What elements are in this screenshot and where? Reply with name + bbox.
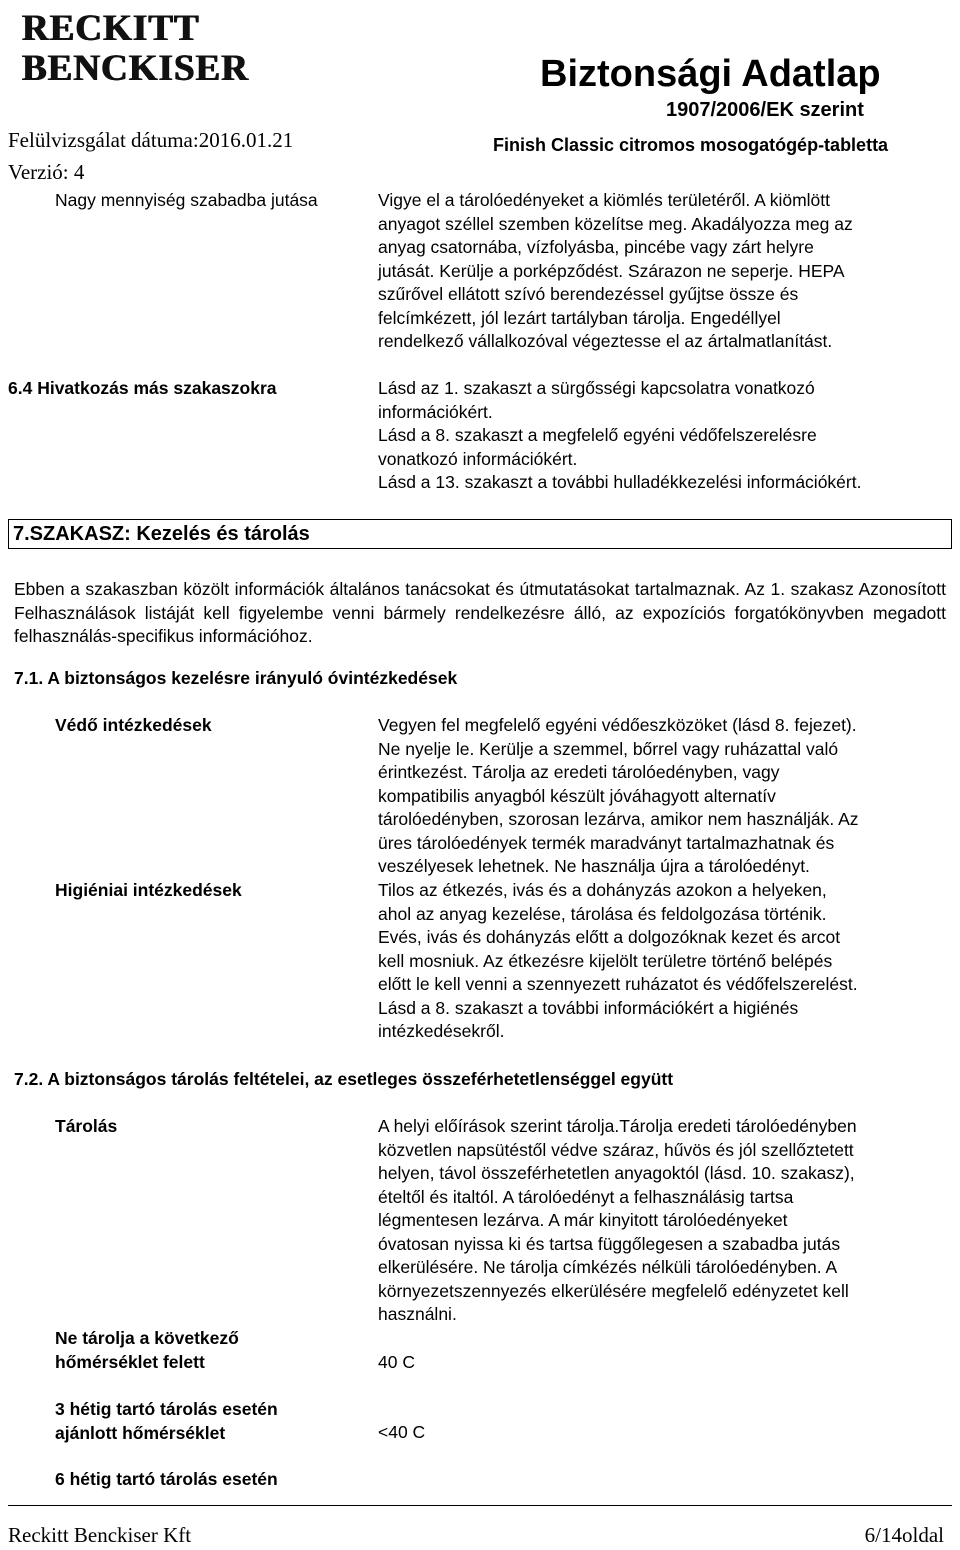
spill-line: rendelkező vállalkozóval végeztesse el az ártalmatlanítást. — [378, 331, 833, 351]
section-7-heading: 7.SZAKASZ: Kezelés és tárolás — [13, 523, 310, 545]
max-temperature-label-line: hőmérséklet felett — [55, 1351, 205, 1372]
protective-measures-label: Védő intézkedések — [55, 715, 212, 735]
hygiene-measures-label: Higiéniai intézkedések — [55, 880, 242, 900]
hygiene-line: előtt le kell venni a szennyezett ruházatot és védőfelszerelést. — [378, 974, 858, 994]
footer-company: Reckitt Benckiser Kft — [8, 1523, 192, 1547]
spill-line: Vigye el a tárolóedényeket a kiömlés területéről. A kiömlött — [378, 190, 831, 210]
reference-line: Lásd a 8. szakaszt a megfelelő egyéni védőfelszerelésre — [378, 425, 817, 445]
reference-line: Lásd az 1. szakaszt a sürgősségi kapcsolatra vonatkozó — [378, 378, 815, 398]
protective-line: Vegyen fel megfelelő egyéni védőeszközöket (lásd 8. fejezet). — [378, 715, 857, 735]
spill-line: anyag csatornába, vízfolyásba, pincébe vagy zárt helyre — [378, 237, 814, 257]
spill-line: szűrővel ellátott szívó berendezéssel gyűjtse össze és — [378, 284, 799, 304]
hygiene-line: Lásd a 8. szakaszt a további információkért a higiénés — [378, 997, 799, 1018]
protective-line: Ne nyelje le. Kerülje a szemmel, bőrrel vagy ruházattal való — [378, 738, 839, 759]
storage-line: légmentesen lezárva. A már kinyitott tárolóedényeket — [378, 1210, 788, 1230]
storage-line: használni. — [378, 1304, 457, 1324]
company-logo — [22, 6, 252, 89]
storage-line: A helyi előírások szerint tárolja.Tárolja eredeti tárolóedényben — [378, 1116, 857, 1136]
protective-line: kompatibilis anyagból készült jóváhagyott alternatív — [378, 785, 776, 806]
subsection-7-1-heading: 7.1. A biztonságos kezelésre irányuló óvintézkedések — [14, 668, 458, 688]
logo-line-2: BENCKISER — [22, 48, 249, 89]
spill-label: Nagy mennyiség szabadba jutása — [55, 190, 318, 210]
storage-6-weeks-label: 6 hétig tartó tárolás esetén — [55, 1469, 278, 1489]
regulation-reference: 1907/2006/EK szerint — [666, 99, 864, 121]
max-temperature-label — [55, 1327, 239, 1374]
reference-label: 6.4 Hivatkozás más szakaszokra — [8, 378, 277, 398]
storage-line: elkerülésére. Ne tárolja címkézés nélküli tárolóedényben. A — [378, 1257, 838, 1277]
hygiene-line: Evés, ivás és dohányzás előtt a dolgozóknak kezet és arcot — [378, 927, 841, 947]
page-number: 6/14oldal — [864, 1523, 944, 1547]
max-temperature-value: 40 C — [378, 1352, 415, 1372]
hygiene-line: ahol az anyag kezelése, tárolása és feldolgozása történik. — [378, 903, 827, 924]
reference-line: vonatkozó információkért. — [378, 448, 578, 469]
storage-line: ételtől és italtól. A tárolóedényt a felhasználásig tartsa — [378, 1186, 794, 1207]
subsection-7-2-heading: 7.2. A biztonságos tárolás feltételei, az esetleges összeférhetetlenséggel együtt — [14, 1069, 674, 1089]
reference-line: információkért. — [378, 401, 493, 422]
max-temperature-label-line: Ne tárolja a következő — [55, 1328, 239, 1348]
storage-3-weeks-label-line: 3 hétig tartó tárolás esetén — [55, 1399, 278, 1419]
storage-line: közvetlen napsütéstől védve száraz, hűvös és jól szellőztetett — [378, 1139, 854, 1160]
protective-measures-text — [378, 714, 859, 879]
document-title: Biztonsági Adatlap — [540, 53, 881, 95]
revision-date: Felülvizsgálat dátuma:2016.01.21 — [8, 128, 294, 152]
version-label: Verzió: 4 — [8, 160, 85, 184]
storage-3-weeks-value: <40 C — [378, 1422, 426, 1442]
section-7-intro: Ebben a szakaszban közölt információk általános tanácsokat és útmutatásokat tartalmaznak. Az 1. szakasz Azonosított Felhasználások listáját kell figyelembe venni bármely rendelkezésre álló, az expozíciós forgatókönyvben megadott felhasználás-specifikus információhoz. — [14, 579, 946, 646]
hygiene-line: kell mosniuk. Az étkezésre kijelölt területre történő belépés — [378, 950, 833, 971]
protective-line: üres tárolóedények termék maradványt tartalmazhatnak és — [378, 832, 835, 853]
storage-line: környezetszennyezés elkerülésére megfelelő edényzetet kell — [378, 1280, 849, 1301]
spill-text — [378, 189, 853, 354]
logo-line-1: RECKITT — [22, 8, 200, 49]
protective-line: tárolóedényben, szorosan lezárva, amikor nem használják. Az — [378, 809, 859, 829]
storage-text — [378, 1115, 857, 1327]
footer-divider — [8, 1505, 952, 1506]
protective-line: érintkezést. Tárolja az eredeti tárolóedényben, vagy — [378, 762, 780, 782]
hygiene-line: Tilos az étkezés, ivás és a dohányzás azokon a helyeken, — [378, 880, 827, 900]
hygiene-line: intézkedésekről. — [378, 1021, 505, 1041]
protective-line: veszélyesek lehetnek. Ne használja újra a tárolóedényt. — [378, 856, 810, 876]
reference-text — [378, 377, 861, 495]
storage-line: helyen, távol összeférhetetlen anyagoktól (lásd. 10. szakasz), — [378, 1163, 855, 1183]
reference-line: Lásd a 13. szakaszt a további hulladékkezelési információkért. — [378, 472, 862, 492]
storage-3-weeks-label-line: ajánlott hőmérséklet — [55, 1422, 226, 1443]
hygiene-measures-text — [378, 879, 858, 1044]
spill-line: felcímkézett, jól lezárt tartályban tárolja. Engedéllyel — [378, 307, 781, 328]
storage-line: óvatosan nyissa ki és tartsa függőlegesen a szabadba jutás — [378, 1233, 841, 1254]
section-7-heading-box — [8, 519, 952, 549]
spill-line: anyagot széllel szemben közelítse meg. Akadályozza meg az — [378, 213, 853, 234]
storage-label: Tárolás — [55, 1116, 118, 1136]
product-name: Finish Classic citromos mosogatógép-tabletta — [493, 135, 889, 155]
spill-line: jutását. Kerülje a porképződést. Szárazon ne seperje. HEPA — [378, 260, 845, 281]
storage-3-weeks-label — [55, 1398, 278, 1445]
